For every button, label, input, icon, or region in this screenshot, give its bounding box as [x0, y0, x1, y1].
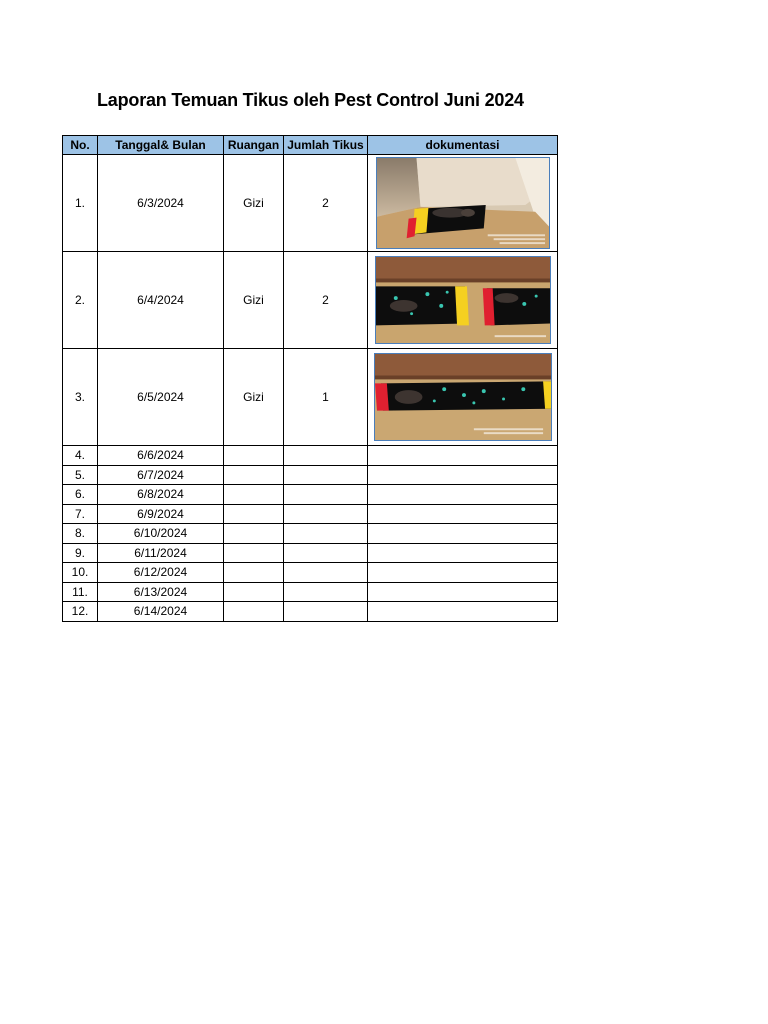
cell-room	[224, 465, 284, 485]
table-row	[63, 252, 558, 349]
cell-rat-count	[284, 524, 368, 544]
cell-documentation	[368, 252, 558, 349]
cell-date: 6/10/2024	[98, 524, 224, 544]
table-row	[63, 563, 558, 583]
cell-documentation	[368, 524, 558, 544]
cell-rat-count: 2	[284, 252, 368, 349]
cell-room: Gizi	[224, 155, 284, 252]
cell-no: 2.	[63, 252, 98, 349]
cell-no: 7.	[63, 504, 98, 524]
column-header-rat-count: Jumlah Tikus	[284, 136, 368, 155]
cell-date: 6/13/2024	[98, 582, 224, 602]
cell-rat-count	[284, 446, 368, 466]
cell-documentation	[368, 155, 558, 252]
table-row	[63, 582, 558, 602]
cell-documentation	[368, 582, 558, 602]
cell-no: 10.	[63, 563, 98, 583]
column-header-no: No.	[63, 136, 98, 155]
cell-documentation	[368, 602, 558, 622]
report-title: Laporan Temuan Tikus oleh Pest Control Juni 2024	[97, 90, 524, 110]
table-row	[63, 504, 558, 524]
column-header-documentation: dokumentasi	[368, 136, 558, 155]
table-row	[63, 349, 558, 446]
cell-documentation	[368, 446, 558, 466]
cell-rat-count	[284, 485, 368, 505]
cell-room	[224, 485, 284, 505]
cell-no: 4.	[63, 446, 98, 466]
cell-room	[224, 543, 284, 563]
cell-date: 6/9/2024	[98, 504, 224, 524]
cell-date: 6/3/2024	[98, 155, 224, 252]
cell-room	[224, 582, 284, 602]
table-row	[63, 155, 558, 252]
cell-rat-count: 1	[284, 349, 368, 446]
cell-rat-count	[284, 602, 368, 622]
cell-no: 9.	[63, 543, 98, 563]
documentation-photo-2	[375, 256, 551, 344]
cell-rat-count	[284, 504, 368, 524]
table-row	[63, 602, 558, 622]
cell-room: Gizi	[224, 349, 284, 446]
documentation-photo-1	[376, 157, 550, 249]
cell-no: 1.	[63, 155, 98, 252]
table-row	[63, 485, 558, 505]
cell-room	[224, 446, 284, 466]
cell-documentation	[368, 349, 558, 446]
cell-documentation	[368, 485, 558, 505]
cell-documentation	[368, 465, 558, 485]
table-row	[63, 446, 558, 466]
cell-room: Gizi	[224, 252, 284, 349]
cell-no: 12.	[63, 602, 98, 622]
cell-no: 5.	[63, 465, 98, 485]
cell-no: 8.	[63, 524, 98, 544]
cell-rat-count	[284, 582, 368, 602]
cell-rat-count: 2	[284, 155, 368, 252]
table-row	[63, 524, 558, 544]
cell-room	[224, 524, 284, 544]
cell-date: 6/8/2024	[98, 485, 224, 505]
table-row	[63, 465, 558, 485]
cell-rat-count	[284, 563, 368, 583]
cell-rat-count	[284, 465, 368, 485]
cell-room	[224, 504, 284, 524]
cell-date: 6/11/2024	[98, 543, 224, 563]
cell-rat-count	[284, 543, 368, 563]
table-header-row	[63, 136, 558, 155]
column-header-room: Ruangan	[224, 136, 284, 155]
table-row	[63, 543, 558, 563]
cell-date: 6/4/2024	[98, 252, 224, 349]
rat-findings-table	[62, 135, 558, 622]
cell-documentation	[368, 504, 558, 524]
cell-date: 6/12/2024	[98, 563, 224, 583]
cell-date: 6/7/2024	[98, 465, 224, 485]
cell-room	[224, 602, 284, 622]
cell-date: 6/6/2024	[98, 446, 224, 466]
column-header-date: Tanggal& Bulan	[98, 136, 224, 155]
cell-no: 6.	[63, 485, 98, 505]
cell-documentation	[368, 563, 558, 583]
cell-date: 6/5/2024	[98, 349, 224, 446]
cell-no: 11.	[63, 582, 98, 602]
cell-documentation	[368, 543, 558, 563]
cell-date: 6/14/2024	[98, 602, 224, 622]
cell-no: 3.	[63, 349, 98, 446]
documentation-photo-3	[374, 353, 552, 441]
cell-room	[224, 563, 284, 583]
